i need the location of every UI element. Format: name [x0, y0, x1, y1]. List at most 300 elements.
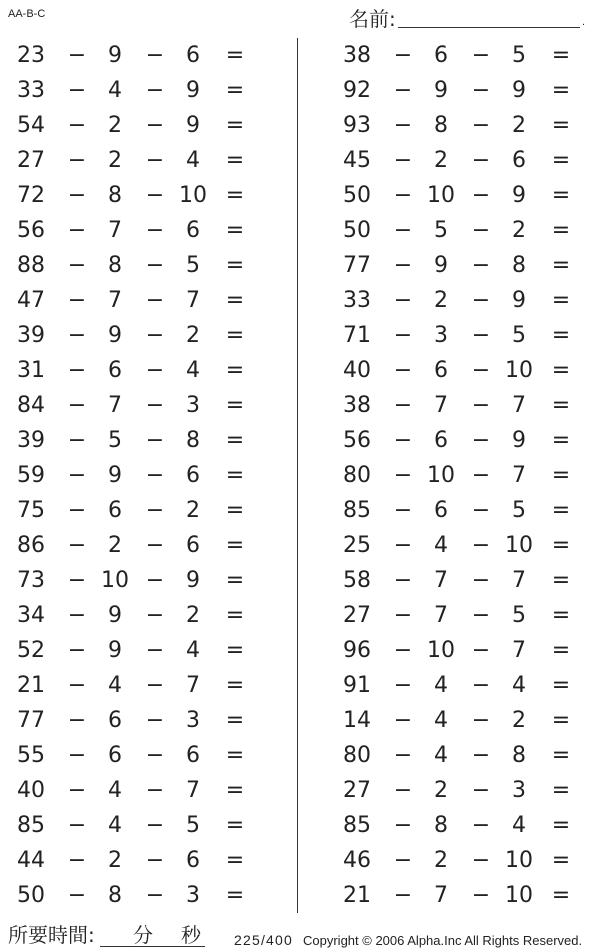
third-operand: 2 [512, 708, 526, 733]
minus-sign: − [145, 673, 165, 698]
problem-row [326, 318, 596, 353]
problem-row [326, 738, 596, 773]
third-operand: 2 [186, 323, 200, 348]
minus-sign: − [393, 708, 413, 733]
equals-sign: = [551, 148, 571, 173]
second-operand: 6 [108, 358, 122, 383]
third-operand: 6 [186, 43, 200, 68]
minus-sign: − [393, 743, 413, 768]
problem-row [0, 318, 270, 353]
problem-row [0, 388, 270, 423]
third-operand: 5 [186, 813, 200, 838]
equals-sign: = [225, 218, 245, 243]
equals-sign: = [551, 778, 571, 803]
minus-sign: − [145, 358, 165, 383]
minus-sign: − [471, 393, 491, 418]
problem-row [326, 38, 596, 73]
third-operand: 3 [512, 778, 526, 803]
problem-row [0, 73, 270, 108]
equals-sign: = [551, 708, 571, 733]
second-operand: 6 [108, 743, 122, 768]
minus-sign: − [145, 428, 165, 453]
second-operand: 7 [434, 603, 448, 628]
second-operand: 9 [108, 323, 122, 348]
minus-sign: − [393, 463, 413, 488]
minus-sign: − [471, 778, 491, 803]
time-label: 所要時間: [8, 923, 95, 947]
first-operand: 93 [343, 113, 371, 138]
second-operand: 6 [108, 708, 122, 733]
first-operand: 31 [17, 358, 45, 383]
problem-row [0, 283, 270, 318]
equals-sign: = [225, 288, 245, 313]
second-operand: 7 [434, 883, 448, 908]
first-operand: 77 [17, 708, 45, 733]
second-operand: 4 [108, 673, 122, 698]
seconds-label: 秒 [181, 923, 201, 947]
minus-sign: − [471, 323, 491, 348]
second-operand: 3 [434, 323, 448, 348]
minus-sign: − [393, 323, 413, 348]
first-operand: 80 [343, 743, 371, 768]
problem-row [0, 563, 270, 598]
second-operand: 10 [427, 183, 455, 208]
problem-row [0, 108, 270, 143]
first-operand: 84 [17, 393, 45, 418]
equals-sign: = [551, 743, 571, 768]
third-operand: 10 [179, 183, 207, 208]
third-operand: 8 [512, 743, 526, 768]
minus-sign: − [471, 463, 491, 488]
minus-sign: − [393, 603, 413, 628]
minus-sign: − [145, 603, 165, 628]
minus-sign: − [393, 673, 413, 698]
minus-sign: − [393, 638, 413, 663]
problem-row [326, 458, 596, 493]
second-operand: 4 [434, 743, 448, 768]
minus-sign: − [145, 463, 165, 488]
first-operand: 38 [343, 393, 371, 418]
minus-sign: − [145, 638, 165, 663]
minus-sign: − [67, 778, 87, 803]
minus-sign: − [145, 778, 165, 803]
problem-row [0, 423, 270, 458]
problem-row [0, 703, 270, 738]
name-line-end: . [582, 16, 586, 28]
second-operand: 8 [108, 253, 122, 278]
first-operand: 39 [17, 323, 45, 348]
second-operand: 9 [108, 638, 122, 663]
equals-sign: = [551, 673, 571, 698]
problem-row [0, 633, 270, 668]
first-operand: 56 [17, 218, 45, 243]
third-operand: 7 [186, 288, 200, 313]
minus-sign: − [393, 288, 413, 313]
second-operand: 10 [427, 463, 455, 488]
minus-sign: − [393, 498, 413, 523]
minus-sign: − [471, 848, 491, 873]
equals-sign: = [551, 848, 571, 873]
third-operand: 9 [186, 113, 200, 138]
third-operand: 9 [186, 568, 200, 593]
first-operand: 96 [343, 638, 371, 663]
minus-sign: − [471, 603, 491, 628]
first-operand: 59 [17, 463, 45, 488]
minus-sign: − [145, 813, 165, 838]
problem-row [0, 808, 270, 843]
third-operand: 5 [186, 253, 200, 278]
column-divider [297, 38, 298, 913]
second-operand: 10 [101, 568, 129, 593]
problem-row [0, 178, 270, 213]
minus-sign: − [145, 533, 165, 558]
second-operand: 9 [108, 463, 122, 488]
minus-sign: − [67, 708, 87, 733]
second-operand: 8 [108, 183, 122, 208]
minus-sign: − [67, 603, 87, 628]
second-operand: 8 [434, 813, 448, 838]
equals-sign: = [225, 638, 245, 663]
first-operand: 40 [343, 358, 371, 383]
minus-sign: − [67, 183, 87, 208]
problem-row [326, 213, 596, 248]
equals-sign: = [551, 288, 571, 313]
equals-sign: = [225, 743, 245, 768]
minus-sign: − [471, 358, 491, 383]
first-operand: 72 [17, 183, 45, 208]
second-operand: 6 [108, 498, 122, 523]
minus-sign: − [145, 78, 165, 103]
minus-sign: − [145, 43, 165, 68]
third-operand: 6 [186, 218, 200, 243]
second-operand: 8 [434, 113, 448, 138]
second-operand: 7 [434, 393, 448, 418]
third-operand: 2 [512, 113, 526, 138]
first-operand: 40 [17, 778, 45, 803]
first-operand: 33 [17, 78, 45, 103]
equals-sign: = [551, 533, 571, 558]
minus-sign: − [145, 148, 165, 173]
second-operand: 4 [434, 708, 448, 733]
first-operand: 50 [17, 883, 45, 908]
minus-sign: − [145, 288, 165, 313]
second-operand: 4 [108, 778, 122, 803]
minus-sign: − [67, 848, 87, 873]
second-operand: 7 [108, 393, 122, 418]
second-operand: 7 [434, 568, 448, 593]
problem-row [326, 143, 596, 178]
third-operand: 2 [186, 498, 200, 523]
second-operand: 2 [108, 848, 122, 873]
problem-row [326, 423, 596, 458]
minus-sign: − [393, 883, 413, 908]
minus-sign: − [67, 883, 87, 908]
name-line [398, 27, 580, 28]
second-operand: 6 [434, 428, 448, 453]
minus-sign: − [67, 358, 87, 383]
minutes-label: 分 [133, 923, 153, 947]
second-operand: 2 [108, 113, 122, 138]
minus-sign: − [145, 183, 165, 208]
third-operand: 5 [512, 43, 526, 68]
problem-row [0, 493, 270, 528]
problem-row [0, 843, 270, 878]
third-operand: 9 [512, 288, 526, 313]
problem-row [0, 458, 270, 493]
second-operand: 9 [434, 78, 448, 103]
problem-row [326, 633, 596, 668]
first-operand: 39 [17, 428, 45, 453]
minus-sign: − [393, 358, 413, 383]
problem-row [326, 178, 596, 213]
equals-sign: = [225, 848, 245, 873]
problem-row [326, 283, 596, 318]
third-operand: 9 [512, 78, 526, 103]
minus-sign: − [67, 813, 87, 838]
first-operand: 44 [17, 848, 45, 873]
second-operand: 8 [108, 883, 122, 908]
equals-sign: = [225, 603, 245, 628]
first-operand: 85 [17, 813, 45, 838]
equals-sign: = [551, 463, 571, 488]
first-operand: 23 [17, 43, 45, 68]
equals-sign: = [551, 113, 571, 138]
first-operand: 92 [343, 78, 371, 103]
equals-sign: = [551, 358, 571, 383]
third-operand: 9 [512, 183, 526, 208]
first-operand: 71 [343, 323, 371, 348]
minus-sign: − [145, 218, 165, 243]
copyright-notice: Copyright © 2006 Alpha.Inc All Rights Reserved. [303, 933, 583, 948]
minus-sign: − [145, 848, 165, 873]
first-operand: 34 [17, 603, 45, 628]
minus-sign: − [393, 393, 413, 418]
first-operand: 85 [343, 498, 371, 523]
equals-sign: = [225, 463, 245, 488]
minus-sign: − [393, 533, 413, 558]
equals-sign: = [225, 533, 245, 558]
minus-sign: − [471, 673, 491, 698]
minus-sign: − [393, 778, 413, 803]
first-operand: 73 [17, 568, 45, 593]
second-operand: 5 [434, 218, 448, 243]
third-operand: 6 [186, 743, 200, 768]
first-operand: 88 [17, 253, 45, 278]
first-operand: 46 [343, 848, 371, 873]
equals-sign: = [551, 218, 571, 243]
problem-row [326, 808, 596, 843]
third-operand: 3 [186, 883, 200, 908]
equals-sign: = [551, 323, 571, 348]
minus-sign: − [145, 743, 165, 768]
worksheet-code: AA-B-C [8, 8, 46, 20]
equals-sign: = [225, 78, 245, 103]
third-operand: 4 [512, 673, 526, 698]
second-operand: 4 [108, 813, 122, 838]
minus-sign: − [393, 253, 413, 278]
third-operand: 2 [512, 218, 526, 243]
equals-sign: = [551, 813, 571, 838]
second-operand: 6 [434, 498, 448, 523]
first-operand: 77 [343, 253, 371, 278]
equals-sign: = [225, 253, 245, 278]
page-counter: 225/400 [234, 932, 294, 948]
third-operand: 8 [186, 428, 200, 453]
minus-sign: − [67, 533, 87, 558]
second-operand: 2 [108, 148, 122, 173]
second-operand: 4 [108, 78, 122, 103]
equals-sign: = [225, 428, 245, 453]
minus-sign: − [471, 113, 491, 138]
equals-sign: = [225, 323, 245, 348]
equals-sign: = [551, 43, 571, 68]
first-operand: 25 [343, 533, 371, 558]
equals-sign: = [225, 778, 245, 803]
minus-sign: − [471, 568, 491, 593]
third-operand: 7 [186, 778, 200, 803]
third-operand: 7 [512, 463, 526, 488]
minus-sign: − [67, 218, 87, 243]
equals-sign: = [551, 498, 571, 523]
problem-row [0, 598, 270, 633]
first-operand: 50 [343, 218, 371, 243]
minus-sign: − [67, 498, 87, 523]
equals-sign: = [551, 393, 571, 418]
second-operand: 7 [108, 288, 122, 313]
minus-sign: − [67, 428, 87, 453]
minus-sign: − [145, 568, 165, 593]
third-operand: 5 [512, 603, 526, 628]
problem-row [326, 108, 596, 143]
first-operand: 27 [17, 148, 45, 173]
minus-sign: − [393, 148, 413, 173]
third-operand: 9 [186, 78, 200, 103]
problem-row [326, 773, 596, 808]
third-operand: 10 [505, 358, 533, 383]
third-operand: 7 [186, 673, 200, 698]
minus-sign: − [67, 253, 87, 278]
third-operand: 7 [512, 638, 526, 663]
minus-sign: − [471, 218, 491, 243]
minus-sign: − [471, 533, 491, 558]
minus-sign: − [471, 708, 491, 733]
second-operand: 2 [434, 848, 448, 873]
problem-row [326, 668, 596, 703]
problem-row [326, 843, 596, 878]
equals-sign: = [225, 498, 245, 523]
problem-row [0, 353, 270, 388]
equals-sign: = [225, 183, 245, 208]
third-operand: 6 [186, 533, 200, 558]
third-operand: 10 [505, 883, 533, 908]
problem-row [0, 878, 270, 913]
minus-sign: − [67, 743, 87, 768]
first-operand: 33 [343, 288, 371, 313]
third-operand: 10 [505, 533, 533, 558]
minus-sign: − [145, 323, 165, 348]
second-operand: 2 [434, 288, 448, 313]
third-operand: 3 [186, 708, 200, 733]
minus-sign: − [471, 43, 491, 68]
minus-sign: − [471, 743, 491, 768]
problem-row [0, 38, 270, 73]
equals-sign: = [225, 708, 245, 733]
minus-sign: − [145, 883, 165, 908]
second-operand: 2 [434, 778, 448, 803]
problem-row [0, 213, 270, 248]
problem-row [326, 248, 596, 283]
first-operand: 38 [343, 43, 371, 68]
equals-sign: = [225, 883, 245, 908]
problem-column-left [0, 38, 270, 913]
first-operand: 54 [17, 113, 45, 138]
minus-sign: − [67, 323, 87, 348]
minus-sign: − [67, 78, 87, 103]
first-operand: 85 [343, 813, 371, 838]
third-operand: 4 [512, 813, 526, 838]
first-operand: 86 [17, 533, 45, 558]
equals-sign: = [225, 358, 245, 383]
problem-row [326, 563, 596, 598]
second-operand: 9 [108, 43, 122, 68]
problem-row [0, 143, 270, 178]
second-operand: 9 [434, 253, 448, 278]
minus-sign: − [393, 78, 413, 103]
minus-sign: − [471, 78, 491, 103]
minus-sign: − [67, 638, 87, 663]
first-operand: 45 [343, 148, 371, 173]
equals-sign: = [551, 428, 571, 453]
third-operand: 7 [512, 568, 526, 593]
minus-sign: − [393, 43, 413, 68]
second-operand: 10 [427, 638, 455, 663]
third-operand: 6 [186, 463, 200, 488]
minus-sign: − [67, 288, 87, 313]
minus-sign: − [471, 498, 491, 523]
second-operand: 2 [108, 533, 122, 558]
third-operand: 5 [512, 323, 526, 348]
minus-sign: − [471, 288, 491, 313]
minus-sign: − [67, 673, 87, 698]
equals-sign: = [551, 638, 571, 663]
third-operand: 7 [512, 393, 526, 418]
minus-sign: − [471, 428, 491, 453]
minus-sign: − [471, 813, 491, 838]
problem-row [326, 388, 596, 423]
problem-row [326, 703, 596, 738]
minus-sign: − [471, 183, 491, 208]
first-operand: 80 [343, 463, 371, 488]
third-operand: 2 [186, 603, 200, 628]
second-operand: 6 [434, 358, 448, 383]
first-operand: 91 [343, 673, 371, 698]
second-operand: 4 [434, 533, 448, 558]
second-operand: 4 [434, 673, 448, 698]
problem-row [326, 598, 596, 633]
first-operand: 55 [17, 743, 45, 768]
minus-sign: − [67, 463, 87, 488]
minus-sign: − [393, 568, 413, 593]
third-operand: 5 [512, 498, 526, 523]
equals-sign: = [225, 673, 245, 698]
problem-row [326, 353, 596, 388]
minus-sign: − [471, 638, 491, 663]
second-operand: 9 [108, 603, 122, 628]
third-operand: 6 [512, 148, 526, 173]
third-operand: 10 [505, 848, 533, 873]
minus-sign: − [67, 113, 87, 138]
minus-sign: − [145, 498, 165, 523]
